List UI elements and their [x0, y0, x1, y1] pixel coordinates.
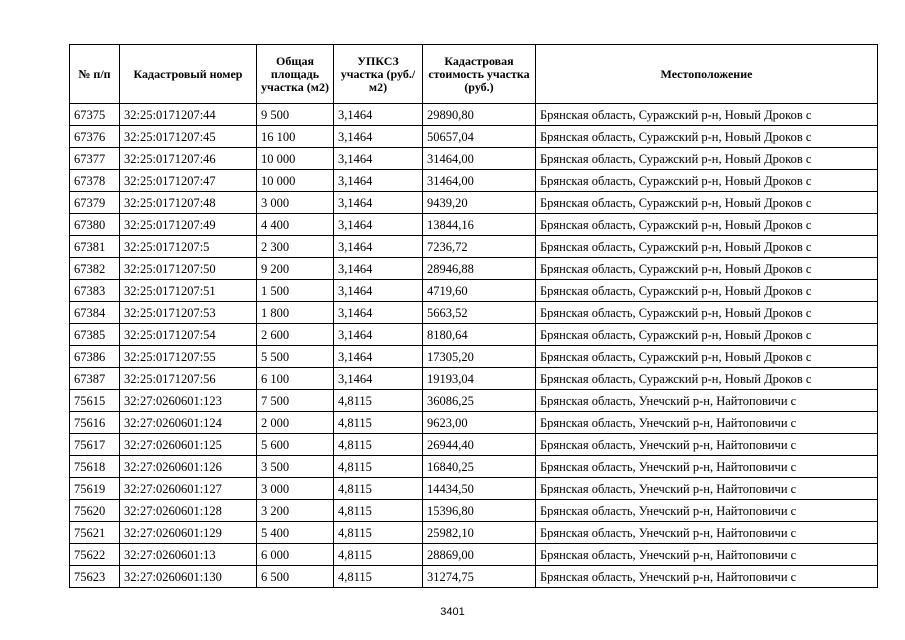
- table-body: [70, 104, 878, 588]
- cell-upksz: 4,8115: [334, 544, 423, 566]
- cell-number: 67375: [70, 104, 120, 126]
- table-header-row: [70, 45, 878, 104]
- header-upksz: УПКСЗ участка (руб./м2): [334, 45, 423, 104]
- cell-upksz: 4,8115: [334, 390, 423, 412]
- cell-number: 67376: [70, 126, 120, 148]
- cell-cadastral-number: 32:25:0171207:48: [120, 192, 257, 214]
- cell-number: 67379: [70, 192, 120, 214]
- cell-location: Брянская область, Унечский р-н, Найтоповичи с: [536, 566, 878, 588]
- cell-location: Брянская область, Суражский р-н, Новый Дроков с: [536, 170, 878, 192]
- cell-cadastral-number: 32:25:0171207:50: [120, 258, 257, 280]
- cell-cadastral-value: 14434,50: [423, 478, 536, 500]
- table-row: [70, 368, 878, 390]
- table-row: [70, 104, 878, 126]
- cell-cadastral-number: 32:25:0171207:49: [120, 214, 257, 236]
- cell-cadastral-number: 32:27:0260601:127: [120, 478, 257, 500]
- table-row: [70, 258, 878, 280]
- cell-cadastral-number: 32:27:0260601:13: [120, 544, 257, 566]
- table-row: [70, 192, 878, 214]
- table-row: [70, 302, 878, 324]
- table-row: [70, 500, 878, 522]
- cell-upksz: 4,8115: [334, 412, 423, 434]
- cell-number: 75618: [70, 456, 120, 478]
- table-row: [70, 324, 878, 346]
- cell-cadastral-value: 25982,10: [423, 522, 536, 544]
- cell-location: Брянская область, Суражский р-н, Новый Дроков с: [536, 280, 878, 302]
- cell-number: 67377: [70, 148, 120, 170]
- cell-number: 67382: [70, 258, 120, 280]
- cell-area: 3 000: [257, 192, 334, 214]
- cell-cadastral-number: 32:27:0260601:130: [120, 566, 257, 588]
- header-cadastral-number: Кадастровый номер: [120, 45, 257, 104]
- table-row: [70, 390, 878, 412]
- cell-upksz: 3,1464: [334, 280, 423, 302]
- cell-cadastral-number: 32:27:0260601:129: [120, 522, 257, 544]
- cell-cadastral-value: 9439,20: [423, 192, 536, 214]
- cell-location: Брянская область, Суражский р-н, Новый Дроков с: [536, 192, 878, 214]
- cell-cadastral-number: 32:25:0171207:44: [120, 104, 257, 126]
- cell-number: 75622: [70, 544, 120, 566]
- cell-cadastral-value: 26944,40: [423, 434, 536, 456]
- cell-cadastral-value: 28946,88: [423, 258, 536, 280]
- cell-location: Брянская область, Унечский р-н, Найтоповичи с: [536, 522, 878, 544]
- cell-cadastral-number: 32:25:0171207:54: [120, 324, 257, 346]
- cell-cadastral-value: 15396,80: [423, 500, 536, 522]
- cell-number: 67384: [70, 302, 120, 324]
- cell-location: Брянская область, Унечский р-н, Найтоповичи с: [536, 456, 878, 478]
- cell-location: Брянская область, Суражский р-н, Новый Дроков с: [536, 258, 878, 280]
- cell-area: 2 000: [257, 412, 334, 434]
- header-number: № п/п: [70, 45, 120, 104]
- cell-cadastral-value: 36086,25: [423, 390, 536, 412]
- cell-location: Брянская область, Унечский р-н, Найтоповичи с: [536, 478, 878, 500]
- cell-cadastral-value: 16840,25: [423, 456, 536, 478]
- table-row: [70, 522, 878, 544]
- cell-number: 67381: [70, 236, 120, 258]
- cell-area: 3 500: [257, 456, 334, 478]
- cell-number: 75619: [70, 478, 120, 500]
- table-row: [70, 214, 878, 236]
- cell-area: 3 200: [257, 500, 334, 522]
- cell-cadastral-number: 32:25:0171207:51: [120, 280, 257, 302]
- cell-area: 6 100: [257, 368, 334, 390]
- cell-cadastral-number: 32:25:0171207:5: [120, 236, 257, 258]
- table-row: [70, 412, 878, 434]
- cell-cadastral-value: 4719,60: [423, 280, 536, 302]
- cell-area: 5 400: [257, 522, 334, 544]
- cell-cadastral-value: 29890,80: [423, 104, 536, 126]
- cell-upksz: 4,8115: [334, 522, 423, 544]
- cell-location: Брянская область, Унечский р-н, Найтоповичи с: [536, 412, 878, 434]
- cell-location: Брянская область, Унечский р-н, Найтоповичи с: [536, 544, 878, 566]
- cell-cadastral-value: 31464,00: [423, 148, 536, 170]
- cell-cadastral-number: 32:25:0171207:56: [120, 368, 257, 390]
- cell-upksz: 3,1464: [334, 258, 423, 280]
- cell-upksz: 4,8115: [334, 478, 423, 500]
- cell-cadastral-number: 32:25:0171207:46: [120, 148, 257, 170]
- cell-number: 75623: [70, 566, 120, 588]
- cell-upksz: 4,8115: [334, 456, 423, 478]
- cell-upksz: 4,8115: [334, 566, 423, 588]
- header-location: Местоположение: [536, 45, 878, 104]
- cell-location: Брянская область, Суражский р-н, Новый Дроков с: [536, 148, 878, 170]
- table-row: [70, 566, 878, 588]
- cell-cadastral-value: 13844,16: [423, 214, 536, 236]
- cell-cadastral-number: 32:27:0260601:128: [120, 500, 257, 522]
- cell-cadastral-value: 28869,00: [423, 544, 536, 566]
- cell-area: 9 200: [257, 258, 334, 280]
- cell-area: 9 500: [257, 104, 334, 126]
- cell-number: 67380: [70, 214, 120, 236]
- table-row: [70, 346, 878, 368]
- cell-cadastral-number: 32:25:0171207:53: [120, 302, 257, 324]
- table-row: [70, 148, 878, 170]
- cell-upksz: 4,8115: [334, 500, 423, 522]
- cell-cadastral-number: 32:27:0260601:125: [120, 434, 257, 456]
- cell-location: Брянская область, Суражский р-н, Новый Дроков с: [536, 214, 878, 236]
- cell-upksz: 3,1464: [334, 170, 423, 192]
- cell-cadastral-value: 5663,52: [423, 302, 536, 324]
- cell-cadastral-number: 32:27:0260601:124: [120, 412, 257, 434]
- cell-area: 16 100: [257, 126, 334, 148]
- cell-area: 10 000: [257, 148, 334, 170]
- cell-area: 3 000: [257, 478, 334, 500]
- table-row: [70, 170, 878, 192]
- cell-upksz: 3,1464: [334, 302, 423, 324]
- cell-cadastral-number: 32:25:0171207:45: [120, 126, 257, 148]
- cell-cadastral-value: 7236,72: [423, 236, 536, 258]
- cell-number: 67385: [70, 324, 120, 346]
- header-area: Общая площадь участка (м2): [257, 45, 334, 104]
- cell-area: 4 400: [257, 214, 334, 236]
- cell-cadastral-value: 9623,00: [423, 412, 536, 434]
- table-row: [70, 280, 878, 302]
- cell-upksz: 3,1464: [334, 346, 423, 368]
- cell-area: 5 600: [257, 434, 334, 456]
- cell-cadastral-number: 32:25:0171207:47: [120, 170, 257, 192]
- cell-location: Брянская область, Суражский р-н, Новый Дроков с: [536, 236, 878, 258]
- cell-area: 2 300: [257, 236, 334, 258]
- cell-number: 75615: [70, 390, 120, 412]
- cell-number: 67383: [70, 280, 120, 302]
- cell-location: Брянская область, Унечский р-н, Найтоповичи с: [536, 390, 878, 412]
- cell-location: Брянская область, Суражский р-н, Новый Дроков с: [536, 126, 878, 148]
- cell-upksz: 4,8115: [334, 434, 423, 456]
- cell-area: 6 000: [257, 544, 334, 566]
- cell-number: 75617: [70, 434, 120, 456]
- table-row: [70, 478, 878, 500]
- cell-location: Брянская область, Унечский р-н, Найтоповичи с: [536, 500, 878, 522]
- cell-upksz: 3,1464: [334, 126, 423, 148]
- cell-area: 5 500: [257, 346, 334, 368]
- cell-number: 75621: [70, 522, 120, 544]
- cell-location: Брянская область, Суражский р-н, Новый Дроков с: [536, 104, 878, 126]
- cell-cadastral-value: 17305,20: [423, 346, 536, 368]
- cell-cadastral-value: 50657,04: [423, 126, 536, 148]
- header-cadastral-value: Кадастровая стоимость участка (руб.): [423, 45, 536, 104]
- cell-area: 2 600: [257, 324, 334, 346]
- cell-cadastral-value: 19193,04: [423, 368, 536, 390]
- cell-cadastral-value: 31274,75: [423, 566, 536, 588]
- cell-location: Брянская область, Унечский р-н, Найтоповичи с: [536, 434, 878, 456]
- cell-area: 7 500: [257, 390, 334, 412]
- cell-cadastral-number: 32:25:0171207:55: [120, 346, 257, 368]
- cell-number: 67387: [70, 368, 120, 390]
- table-row: [70, 126, 878, 148]
- cell-number: 75620: [70, 500, 120, 522]
- cadastral-table: [69, 44, 878, 588]
- cell-location: Брянская область, Суражский р-н, Новый Дроков с: [536, 324, 878, 346]
- cell-cadastral-number: 32:27:0260601:126: [120, 456, 257, 478]
- table-row: [70, 236, 878, 258]
- table-row: [70, 456, 878, 478]
- cell-upksz: 3,1464: [334, 236, 423, 258]
- cell-upksz: 3,1464: [334, 104, 423, 126]
- cell-number: 67378: [70, 170, 120, 192]
- table-row: [70, 544, 878, 566]
- cell-area: 1 500: [257, 280, 334, 302]
- cell-upksz: 3,1464: [334, 324, 423, 346]
- cell-cadastral-value: 31464,00: [423, 170, 536, 192]
- cell-area: 10 000: [257, 170, 334, 192]
- cell-upksz: 3,1464: [334, 148, 423, 170]
- cell-location: Брянская область, Суражский р-н, Новый Дроков с: [536, 346, 878, 368]
- cell-number: 67386: [70, 346, 120, 368]
- cell-area: 1 800: [257, 302, 334, 324]
- cell-area: 6 500: [257, 566, 334, 588]
- page-number: 3401: [440, 606, 465, 618]
- cell-upksz: 3,1464: [334, 192, 423, 214]
- cell-location: Брянская область, Суражский р-н, Новый Дроков с: [536, 368, 878, 390]
- cell-cadastral-value: 8180,64: [423, 324, 536, 346]
- cell-upksz: 3,1464: [334, 368, 423, 390]
- cell-number: 75616: [70, 412, 120, 434]
- cell-upksz: 3,1464: [334, 214, 423, 236]
- cell-cadastral-number: 32:27:0260601:123: [120, 390, 257, 412]
- cell-location: Брянская область, Суражский р-н, Новый Дроков с: [536, 302, 878, 324]
- table-row: [70, 434, 878, 456]
